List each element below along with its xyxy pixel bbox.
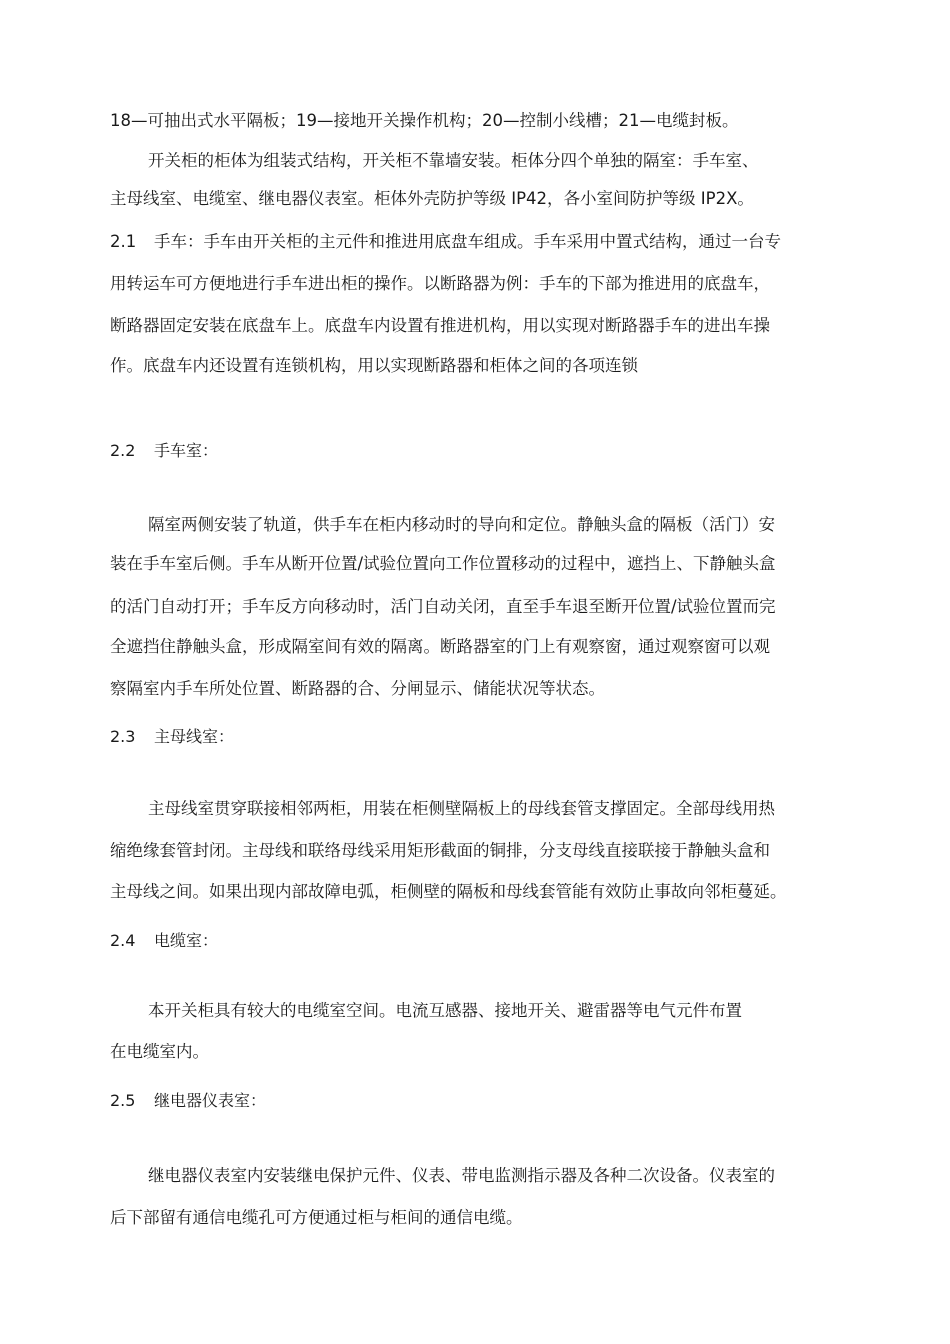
figure-legend-line: 18—可抽出式水平隔板；19—接地开关操作机构；20—控制小线槽；21—电缆封板。 [110, 111, 739, 130]
section-number: 2.3 [110, 727, 136, 746]
section-text-line: 用转运车可方便地进行手车进出柜的操作。以断路器为例：手车的下部为推进用的底盘车， [110, 274, 770, 293]
section-title: 手车室： [154, 441, 219, 460]
section-heading-2-5 [110, 1091, 266, 1111]
section-title: 主母线室： [154, 727, 235, 746]
section-text-line: 作。底盘车内还设置有连锁机构，用以实现断路器和柜体之间的各项连锁 [110, 356, 638, 375]
section-text-line: 在电缆室内。 [110, 1042, 209, 1061]
section-text-line: 隔室两侧安装了轨道，供手车在柜内移动时的导向和定位。静触头盒的隔板（活门）安 [148, 515, 775, 534]
section-number: 2.5 [110, 1091, 136, 1110]
section-text-line: 主母线之间。如果出现内部故障电弧，柜侧壁的隔板和母线套管能有效防止事故向邻柜蔓延。 [110, 882, 787, 901]
section-heading-2-3 [110, 727, 234, 747]
section-title: 电缆室： [154, 931, 219, 950]
section-number: 2.4 [110, 931, 136, 950]
section-text-line: 本开关柜具有较大的电缆室空间。电流互感器、接地开关、避雷器等电气元件布置 [148, 1001, 742, 1020]
section-text-line: 装在手车室后侧。手车从断开位置/试验位置向工作位置移动的过程中，遮挡上、下静触头盒 [110, 554, 776, 573]
section-text-line: 断路器固定安装在底盘车上。底盘车内设置有推进机构，用以实现对断路器手车的进出车操 [110, 316, 770, 335]
section-text-line: 察隔室内手车所处位置、断路器的合、分闸显示、储能状况等状态。 [110, 679, 605, 698]
section-text-line: 全遮挡住静触头盒，形成隔室间有效的隔离。断路器室的门上有观察窗，通过观察窗可以观 [110, 637, 770, 656]
section-text-line: 的活门自动打开；手车反方向移动时，活门自动关闭，直至手车退至断开位置/试验位置而完 [110, 597, 776, 616]
section-text-line: 后下部留有通信电缆孔可方便通过柜与柜间的通信电缆。 [110, 1208, 523, 1227]
intro-line: 开关柜的柜体为组装式结构，开关柜不靠墙安装。柜体分四个单独的隔室：手车室、 [148, 151, 759, 170]
section-number: 2.1 [110, 232, 137, 251]
intro-line: 主母线室、电缆室、继电器仪表室。柜体外壳防护等级 IP42，各小室间防护等级 IP2X。 [110, 189, 754, 208]
section-text-line: 继电器仪表室内安装继电保护元件、仪表、带电监测指示器及各种二次设备。仪表室的 [148, 1166, 775, 1185]
section-2-1-first-line [110, 232, 781, 252]
section-title: 手车： [154, 232, 204, 251]
section-title: 继电器仪表室： [154, 1091, 267, 1110]
section-number: 2.2 [110, 441, 136, 460]
section-text: 手车由开关柜的主元件和推进用底盘车组成。手车采用中置式结构，通过一台专 [203, 232, 781, 251]
section-text-line: 主母线室贯穿联接相邻两柜，用装在柜侧壁隔板上的母线套管支撑固定。全部母线用热 [148, 799, 775, 818]
section-heading-2-2 [110, 441, 218, 461]
section-text-line: 缩绝缘套管封闭。主母线和联络母线采用矩形截面的铜排，分支母线直接联接于静触头盒和 [110, 841, 770, 860]
section-heading-2-4 [110, 931, 218, 951]
